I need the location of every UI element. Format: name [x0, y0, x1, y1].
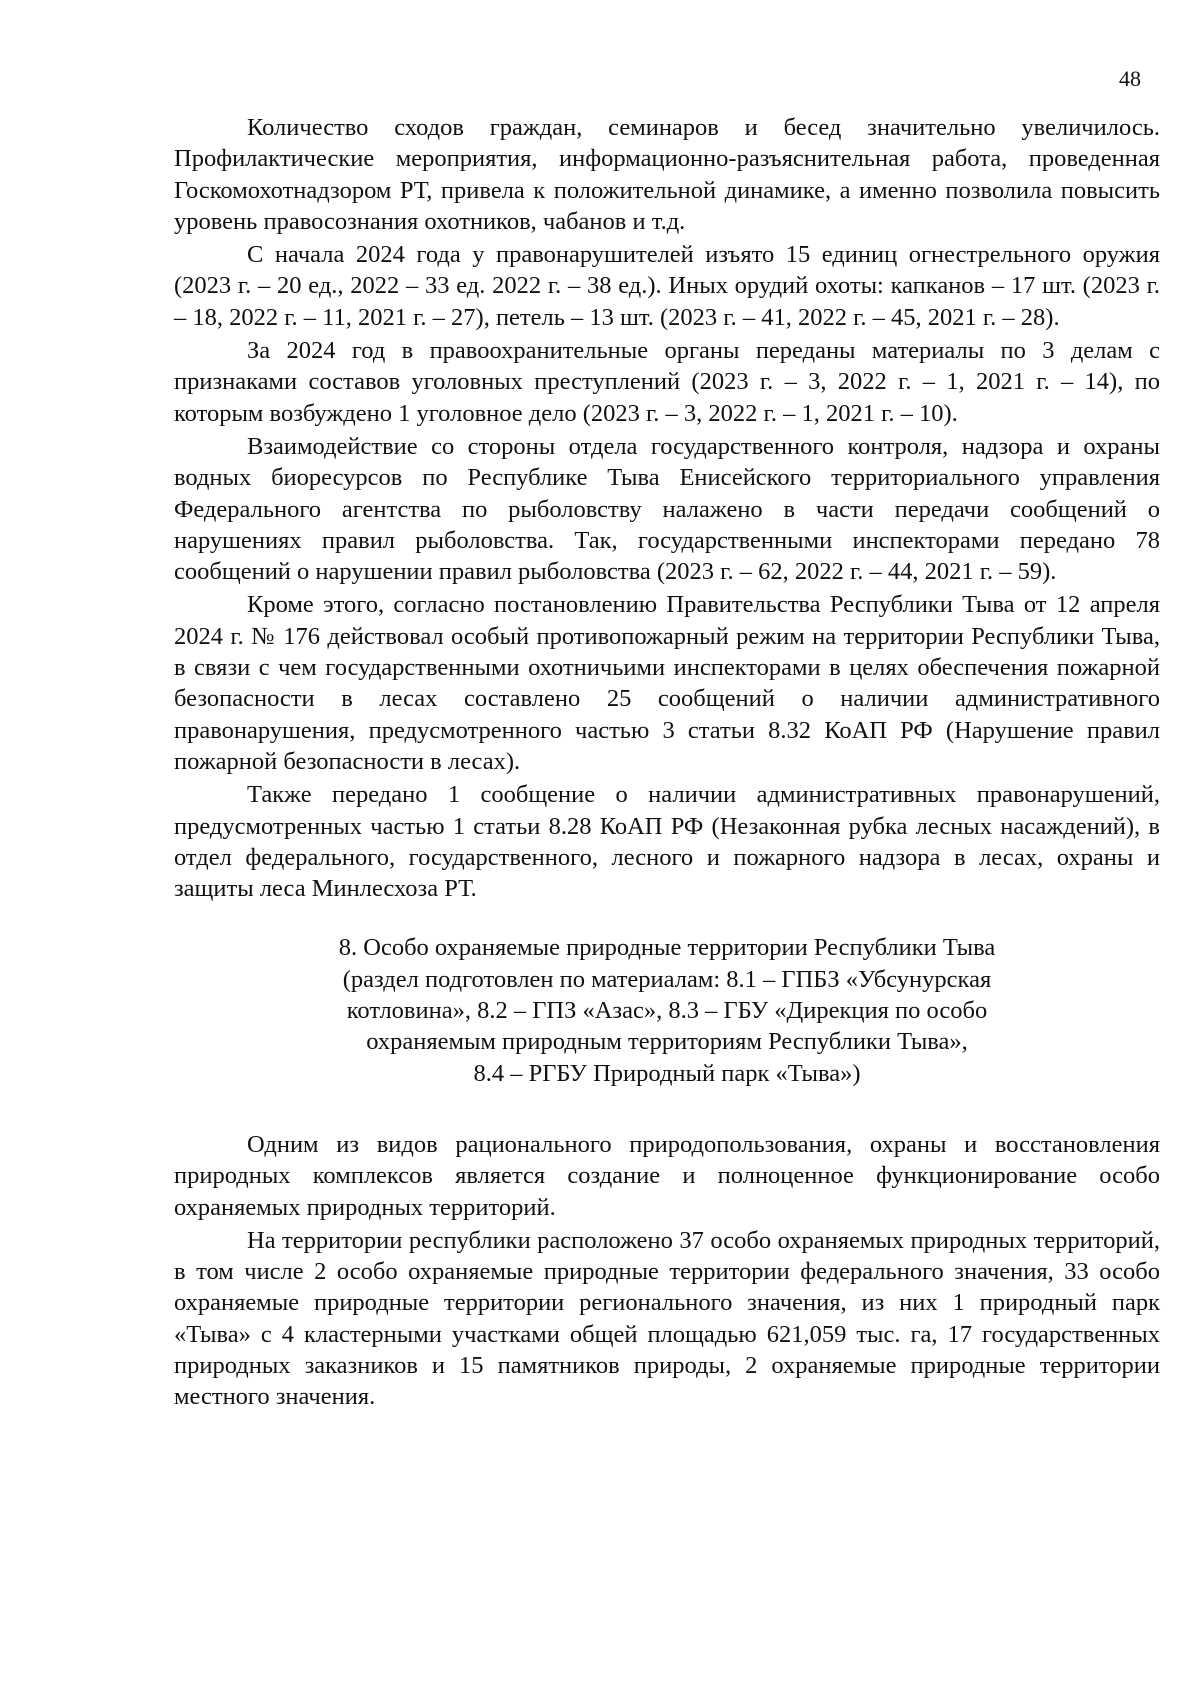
paragraph-illegal-logging: Также передано 1 сообщение о наличии административных правонарушений, предусмотренных частью 1 статьи 8.28 КоАП РФ (Незаконная рубка лесных насаждений), в отдел федерального, государственного, лесного и пожарного надзора в лесах, охраны и защиты леса Минлесхоза РТ.	[174, 781, 1160, 903]
paragraph-protected-areas-count: На территории республики расположено 37 особо охраняемых природных территорий, в том числе 2 особо охраняемые природные территории федерального значения, 33 особо охраняемые природные территории регионального значения, из них 1 природный парк «Тыва» с 4 кластерными участками общей площадью 621,059 тыс. га, 17 государственных природных заказников и 15 памятников природы, 2 охраняемые природные территории местного значения.	[174, 1226, 1160, 1411]
section-heading-line: 8.4 – РГБУ Природный парк «Тыва»)	[473, 1059, 861, 1087]
paragraph-fisheries-cooperation: Взаимодействие со стороны отдела государственного контроля, надзора и охраны водных биоресурсов по Республике Тыва Енисейского территориального управления Федерального агентства по рыболовству налажено в части передачи сообщений о нарушениях правил рыболовства. Так, государственными инспекторами передано 78 сообщений о нарушении правил рыболовства (2023 г. – 62, 2022 г. – 44, 2021 г. – 59).	[174, 432, 1160, 586]
section-heading-line: (раздел подготовлен по материалам: 8.1 – ГПБЗ «Убсунурская	[342, 965, 992, 993]
paragraph-criminal-cases: За 2024 год в правоохранительные органы переданы материалы по 3 делам с признаками составов уголовных преступлений (2023 г. – 3, 2022 г. – 1, 2021 г. – 14), по которым возбуждено 1 уголовное дело (2023 г. – 3, 2022 г. – 1, 2021 г. – 10).	[174, 337, 1160, 427]
section-heading	[174, 932, 1160, 1088]
document-body	[174, 112, 1160, 1415]
paragraph-protected-areas-intro: Одним из видов рационального природопользования, охраны и восстановления природных комплексов является создание и полноценное функционирование особо охраняемых природных территорий.	[174, 1130, 1160, 1221]
section-heading-line: охраняемым природным территориям Республики Тыва»,	[366, 1028, 968, 1056]
paragraph-gatherings: Количество сходов граждан, семинаров и бесед значительно увеличилось. Профилактические мероприятия, информационно-разъяснительная работа, проведенная Госкомохотнадзором РТ, привела к положительной динамике, а именно позволила повысить уровень правосознания охотников, чабанов и т.д.	[174, 114, 1160, 235]
paragraph-seized-weapons: С начала 2024 года у правонарушителей изъято 15 единиц огнестрельного оружия (2023 г. – 20 ед., 2022 – 33 ед. 2022 г. – 38 ед.). Иных орудий охоты: капканов – 17 шт. (2023 г. – 18, 2022 г. – 11, 2021 г. – 27), петель – 13 шт. (2023 г. – 41, 2022 г. – 45, 2021 г. – 28).	[174, 241, 1160, 331]
paragraph-fire-regime: Кроме этого, согласно постановлению Правительства Республики Тыва от 12 апреля 2024 г. № 176 действовал особый противопожарный режим на территории Республики Тыва, в связи с чем государственными охотничьими инспекторами в целях обеспечения пожарной безопасности в лесах составлено 25 сообщений о наличии административного правонарушения, предусмотренного частью 3 статьи 8.32 КоАП РФ (Нарушение правил пожарной безопасности в лесах).	[174, 591, 1160, 775]
section-heading-line: котловина», 8.2 – ГПЗ «Азас», 8.3 – ГБУ «Дирекция по особо	[346, 997, 988, 1025]
page-number: 48	[1119, 66, 1141, 91]
section-heading-line: 8. Особо охраняемые природные территории Республики Тыва	[338, 934, 996, 962]
